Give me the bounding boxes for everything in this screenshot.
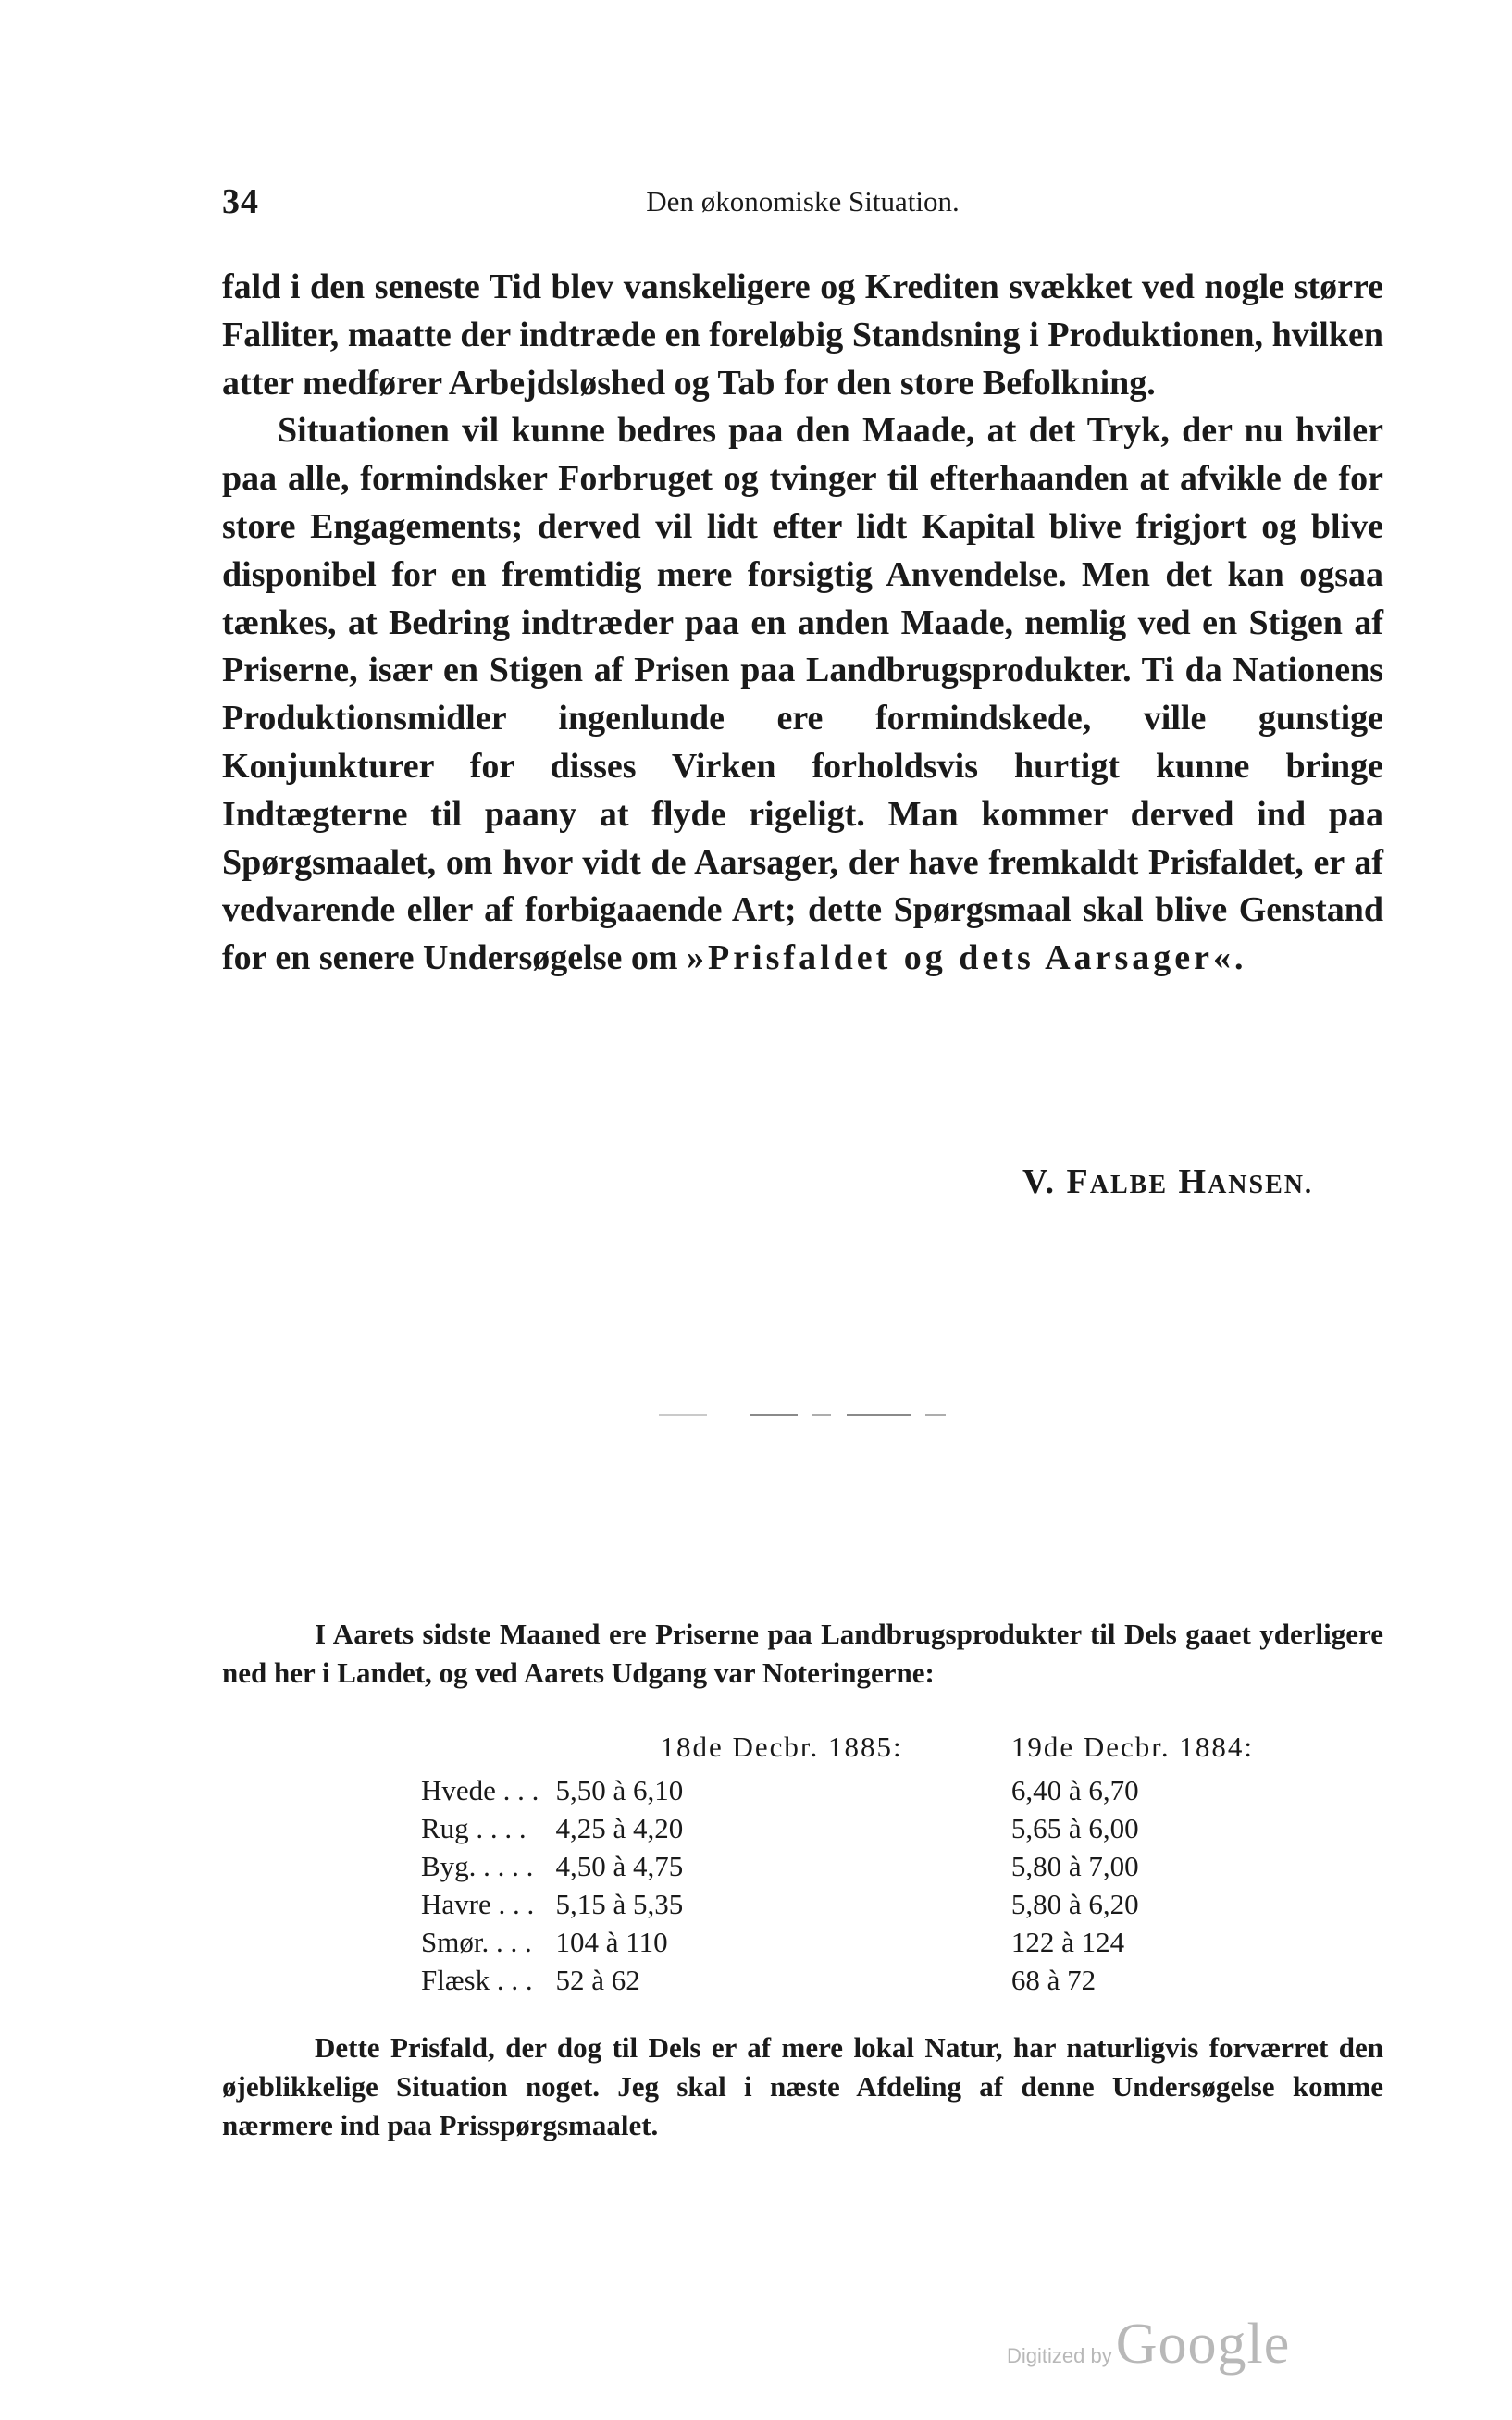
paragraph-2-end: . [1233, 938, 1244, 978]
product-name: Rug . . . . [421, 1811, 527, 1844]
section-divider-segment [750, 1414, 798, 1416]
product-name: Havre . . . [421, 1887, 535, 1920]
price-1885: 104 à 110 [555, 1925, 668, 1958]
note-intro: I Aarets sidste Maaned ere Priserne paa Landbrugsprodukter til Dels gaaet yderligere ned her i Landet, og ved Aarets Udgang var Noteringerne: [222, 1618, 1383, 1689]
study-title: »Prisfaldet og dets Aarsager« [687, 938, 1234, 978]
conclusion-text: Dette Prisfald, der dog til Dels er af mere lokal Natur, har naturligvis forværret den øjeblikkelige Situation noget. Jeg skal i næste Afdeling af denne Undersøgelse komme nærmere ind paa Prisspørgsmaalet. [222, 2031, 1383, 2141]
price-note [222, 1615, 1383, 1693]
main-text [222, 264, 1383, 983]
price-1885: 5,50 à 6,10 [555, 1773, 684, 1806]
price-conclusion [222, 2029, 1383, 2145]
table-row [421, 1923, 1254, 1961]
paragraph-2 [222, 407, 1383, 983]
page-header [222, 181, 1383, 228]
table-row [421, 1961, 1254, 1999]
product-name: Hvede . . . [421, 1773, 539, 1806]
price-1885: 4,50 à 4,75 [555, 1849, 684, 1882]
price-1885: 5,15 à 5,35 [555, 1887, 684, 1920]
google-logo: Google [1115, 2313, 1291, 2376]
section-divider-segment [925, 1414, 946, 1416]
price-table [421, 1731, 1254, 1999]
paragraph-1: fald i den seneste Tid blev vanskeligere og Krediten svækket ved nogle større Falliter, maatte der indtræde en foreløbig Standsning i Produktionen, hvilken atter medfører Arbejdsløshed og Tab for den store Befolkning. [222, 267, 1383, 403]
table-row [421, 1847, 1254, 1885]
signature-first-name: FALBE [1066, 1162, 1169, 1201]
signature-last-name: HANSEN. [1178, 1162, 1313, 1201]
table-row [421, 1771, 1254, 1809]
product-name: Smør. . . . [421, 1925, 532, 1958]
product-name: Flæsk . . . [421, 1963, 533, 1996]
section-divider-segment [847, 1414, 911, 1416]
header-product [421, 1731, 545, 1771]
price-1884: 5,65 à 6,00 [1010, 1811, 1139, 1844]
price-1884: 6,40 à 6,70 [1010, 1773, 1139, 1806]
watermark-prefix: Digitized by [1007, 2344, 1112, 2367]
price-1884: 68 à 72 [1010, 1963, 1097, 1996]
running-head: Den økonomiske Situation. [646, 185, 960, 217]
signature-initial: V. [1022, 1162, 1057, 1201]
paragraph-2-text: Situationen vil kunne bedres paa den Maade, at det Tryk, der nu hviler paa alle, formindsker Forbruget og tvinger til efterhaanden at afvikle de for store Engagements; derved vil lidt efter lidt Kapital blive frigjort og blive disponibel for en fremtidig mere forsigtig Anvendelse. Men det kan ogsaa tænkes, at Bedring indtræder paa en anden Maade, nemlig ved en Stigen af Priserne, især en Stigen af Prisen paa Landbrugsprodukter. Ti da Nationens Produktionsmidler ingenlunde ere formindskede, ville gunstige Konjunkturer for disses Virken forholdsvis hurtigt kunne bringe Indtægterne til paany at flyde rigeligt. Man kommer derved ind paa Spørgsmaalet, om hvor vidt de Aarsager, der have fremkaldt Prisfaldet, er af vedvarende eller af forbigaaende Art; dette Spørgsmaal skal blive Genstand for en senere Undersøgelse om [222, 411, 1383, 978]
price-1884: 5,80 à 7,00 [1010, 1849, 1139, 1882]
author-signature [1022, 1161, 1313, 1202]
header-1884: 19de Decbr. 1884: [1010, 1731, 1254, 1763]
page-number: 34 [222, 182, 259, 221]
digitization-watermark [1007, 2312, 1290, 2377]
price-1884: 122 à 124 [1010, 1925, 1125, 1958]
table-row [421, 1885, 1254, 1923]
price-1884: 5,80 à 6,20 [1010, 1887, 1139, 1920]
price-1885: 52 à 62 [555, 1963, 640, 1996]
product-name: Byg. . . . . [421, 1849, 534, 1882]
price-1885: 4,25 à 4,20 [555, 1811, 684, 1844]
header-1885: 18de Decbr. 1885: [660, 1731, 903, 1763]
section-divider-segment [659, 1414, 707, 1416]
price-table-header [421, 1731, 1254, 1771]
section-divider-segment [812, 1414, 831, 1416]
table-row [421, 1809, 1254, 1847]
